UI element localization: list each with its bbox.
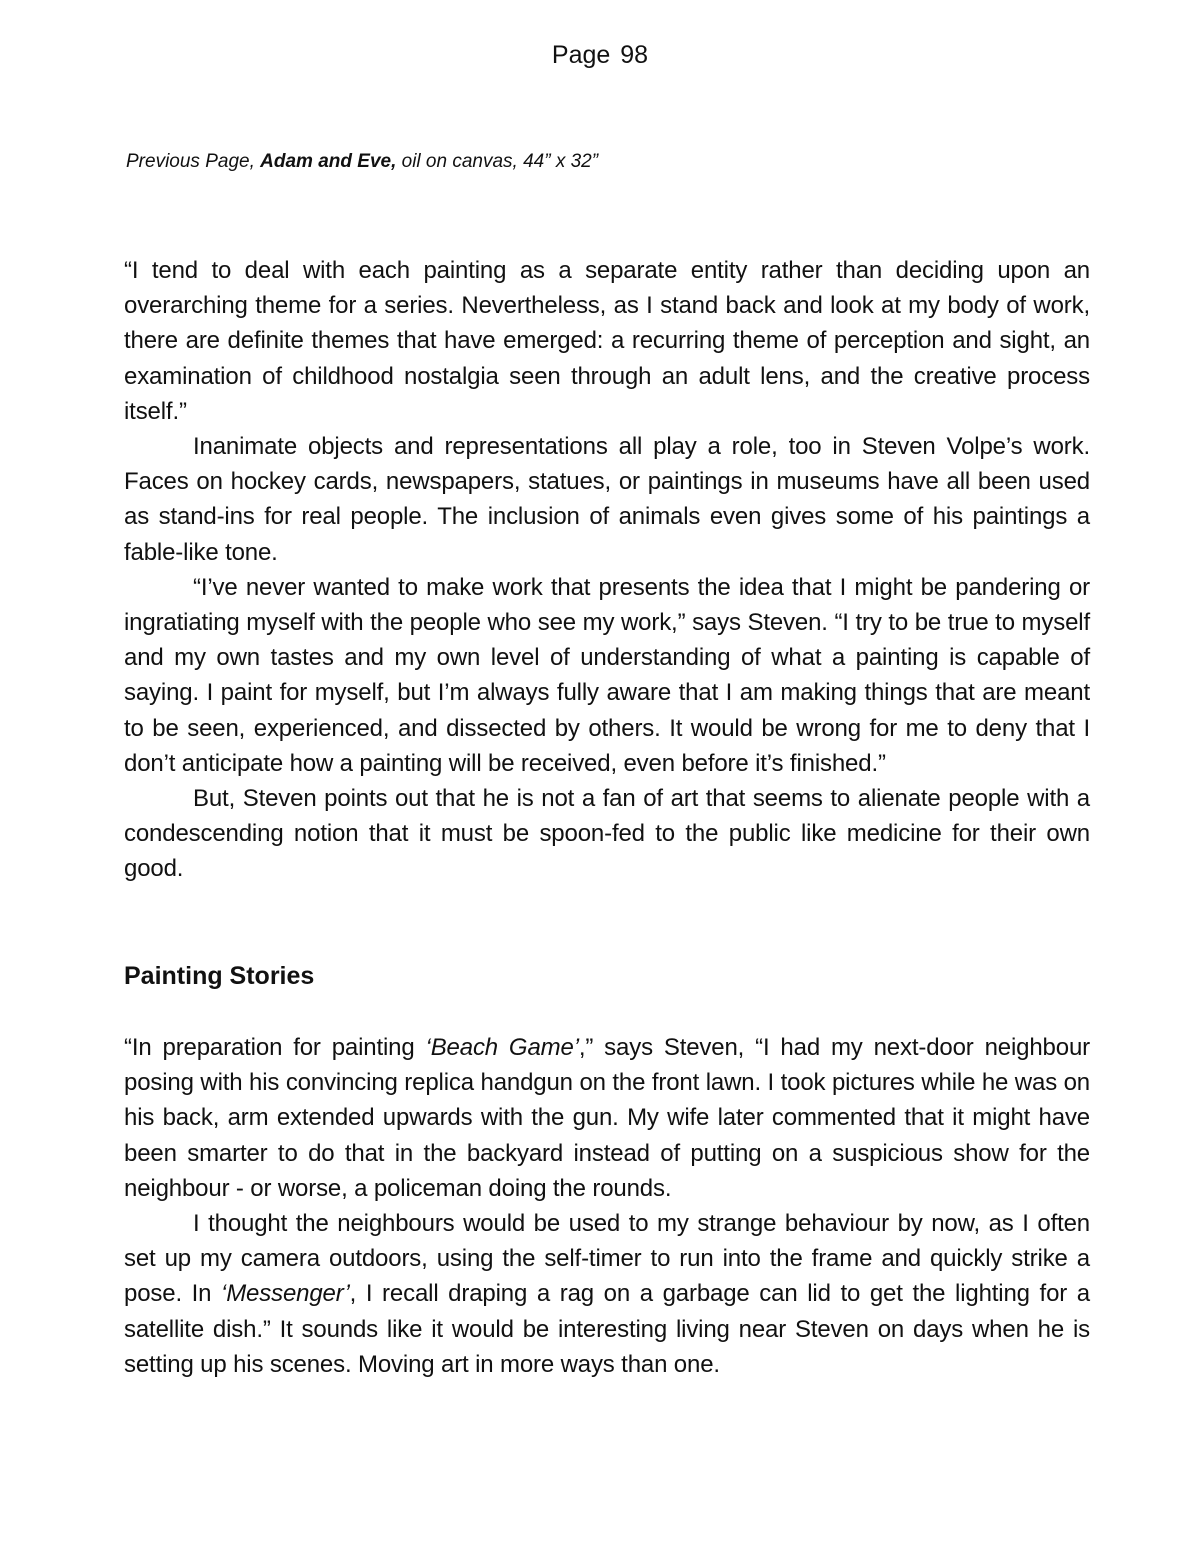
paragraph-beach-game bbox=[124, 1030, 1090, 1206]
caption-title: Adam and Eve, bbox=[260, 151, 397, 172]
page-number-value: 98 bbox=[620, 41, 649, 69]
section-heading: Painting Stories bbox=[124, 962, 315, 990]
paragraph-inanimate-objects: Inanimate objects and representations all play a role, too in Steven Volpe’s work. Faces on hockey cards, newspapers, statues, or paintings in museums have all been used as stand-ins for real people. The inclusion of animals even gives some of his paintings a fable-like tone. bbox=[124, 433, 1090, 566]
beach-game-title: ‘Beach Game’ bbox=[425, 1034, 579, 1061]
caption-details: oil on canvas, 44” x 32” bbox=[396, 151, 599, 172]
paragraph-quote-themes: “I tend to deal with each painting as a separate entity rather than deciding upon an overarching theme for a series. Nevertheless, as I stand back and look at my body of work, there are definite themes that have emerged: a recurring theme of perception and sight, an examination of childhood nostalgia seen through an adult lens, and the creative process itself.” bbox=[124, 257, 1090, 425]
body-section-1 bbox=[124, 253, 1090, 887]
page-number bbox=[0, 38, 1200, 72]
caption-prefix: Previous Page, bbox=[126, 151, 261, 172]
paragraph-alienate-art: But, Steven points out that he is not a fan of art that seems to alienate people with a condescending notion that it must be spoon-fed to the public like medicine for their own good. bbox=[124, 785, 1090, 883]
messenger-text-after: , I recall draping a rag on a garbage can lid to get the lighting for a satellite dish.” It sounds like it would be interesting living near Steven on days when he is setting up his scenes. Moving art in more ways than one. bbox=[124, 1280, 1090, 1378]
page-label: Page bbox=[551, 41, 611, 69]
beach-game-text-after: ,” says Steven, “I had my next-door neighbour posing with his convincing replica handgun on the front lawn. I took pictures while he was on his back, arm extended upwards with the gun. My wife later commented that it might have been smarter to do that in the backyard instead of putting on a suspicious show for the neighbour - or worse, a policeman doing the rounds. bbox=[124, 1034, 1090, 1202]
beach-game-text-before: “In preparation for painting bbox=[124, 1034, 426, 1061]
image-caption bbox=[126, 148, 1086, 176]
messenger-title: ‘Messenger’ bbox=[221, 1280, 350, 1308]
messenger-text-before: I thought the neighbours would be used to my strange behaviour by now, as I often set up my camera outdoors, using the self-timer to run into the frame and quickly strike a pose. In bbox=[124, 1210, 1090, 1308]
body-section-2 bbox=[124, 1030, 1090, 1382]
paragraph-messenger bbox=[124, 1206, 1090, 1382]
paragraph-pandering-quote: “I’ve never wanted to make work that presents the idea that I might be pandering or ingratiating myself with the people who see my work,” says Steven. “I try to be true to myself and my own tastes and my own level of understanding of what a painting is capable of saying. I paint for myself, but I’m always fully aware that I am making things that are meant to be seen, experienced, and dissected by others. It would be wrong for me to deny that I don’t anticipate how a painting will be received, even before it’s finished.” bbox=[124, 573, 1090, 777]
